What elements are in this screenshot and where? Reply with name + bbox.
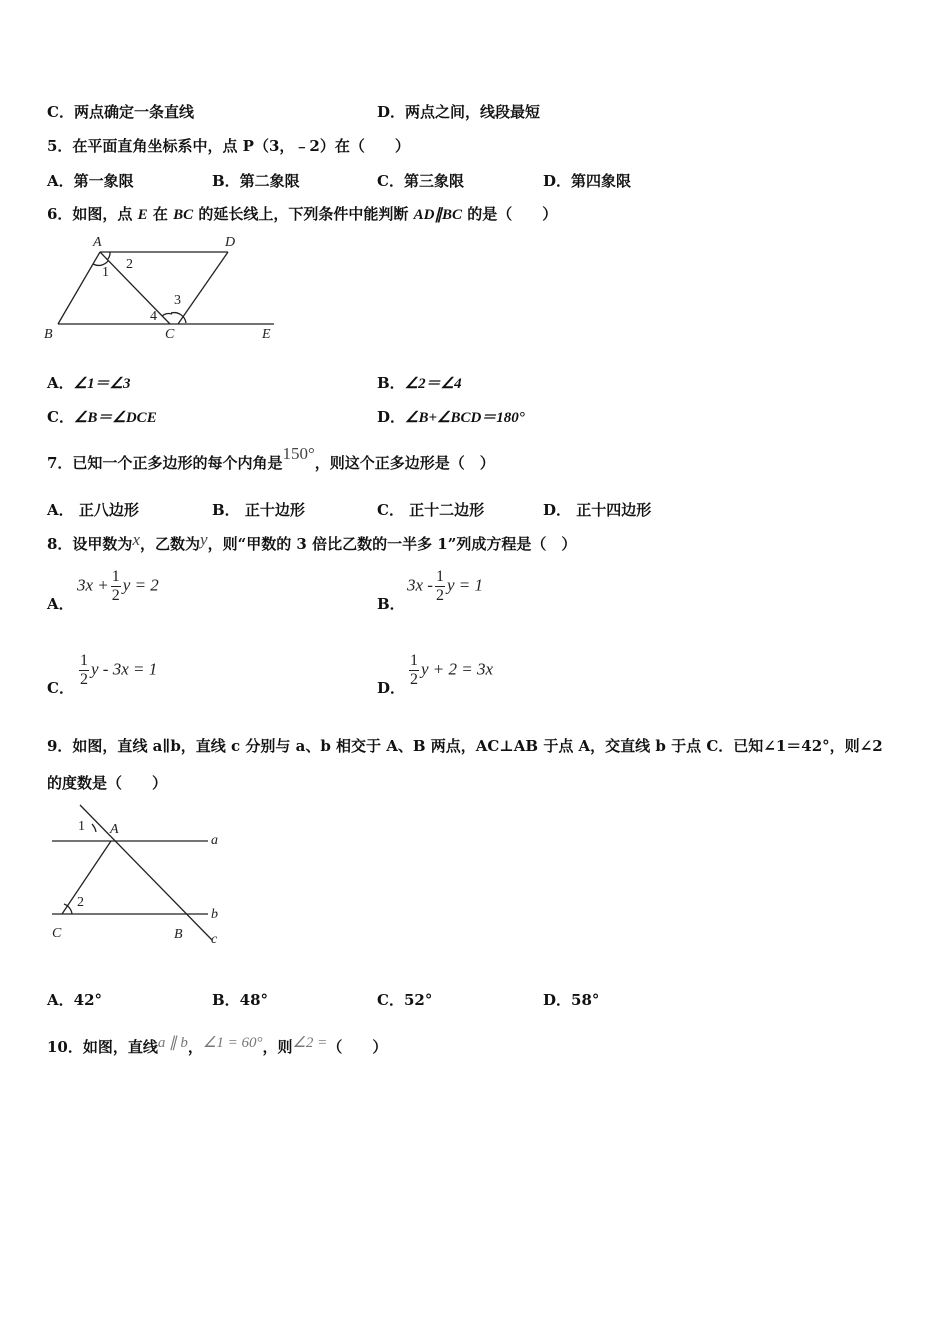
q10-stem: 10．如图，直线a ∥ b，∠1 = 60°，则∠2 =（ ） (47, 1035, 388, 1056)
q6-label-3: 3 (174, 293, 181, 308)
q4-option-c: C．两点确定一条直线 (47, 103, 194, 121)
q9-option-a: A．42° (47, 991, 103, 1009)
q7-option-d: D． 正十四边形 (543, 501, 652, 519)
q9-label-b-line: b (211, 907, 218, 922)
q6-label-d: D (225, 235, 236, 250)
q9-stem-line2: 的度数是（ ） (47, 774, 168, 792)
q8-stem: 8．设甲数为x，乙数为y，则“甲数的 3 倍比乙数的一半多 1”列成方程是（ ） (47, 530, 577, 553)
q5-option-d: D．第四象限 (543, 172, 632, 190)
q7-option-c: C． 正十二边形 (377, 501, 485, 519)
q6-label-e: E (262, 327, 271, 342)
q8-option-b-equation: 3x - $\frac{1}{2}$ y = 1 (407, 568, 483, 604)
q9-label-c-point: C (52, 926, 62, 941)
q10-parallel: a ∥ b (157, 1035, 188, 1051)
q6-figure (40, 230, 290, 350)
q6-label-2: 2 (126, 257, 133, 272)
q7-option-b: B． 正十边形 (212, 501, 305, 519)
q6-label-c: C (165, 327, 175, 342)
q9-label-2: 2 (77, 895, 84, 910)
q9-option-b: B．48° (212, 991, 269, 1009)
q6-option-b: B．∠2＝∠4 (377, 374, 462, 392)
q8-option-a-equation: 3x + $\frac{1}{2}$ y = 2 (77, 568, 159, 604)
q8-option-a-label: A． (47, 595, 74, 613)
q10-angle1: ∠1 = 60° (202, 1035, 263, 1051)
q5-option-c: C．第三象限 (377, 172, 464, 190)
q5-option-a: A．第一象限 (47, 172, 134, 190)
q6-stem: 6．如图，点 E 在 BC 的延长线上，下列条件中能判断 AD∥BC 的是（ ） (47, 205, 558, 223)
q4-option-d: D．两点之间，线段最短 (377, 103, 541, 121)
q9-option-d: D．58° (543, 991, 600, 1009)
q5-stem: 5．在平面直角坐标系中，点 P（3，﹣2）在（ ） (47, 137, 410, 155)
q7-option-a: A． 正八边形 (47, 501, 139, 519)
q8-option-c-equation: $\frac{1}{2}$ y - 3x = 1 (80, 652, 158, 688)
q8-option-d-label: D． (377, 679, 406, 697)
q6-label-4: 4 (150, 309, 157, 324)
q8-option-b-label: B． (377, 595, 405, 613)
q9-label-a-point: A (110, 822, 119, 837)
q6-label-a: A (93, 235, 102, 250)
q7-angle: 150° (282, 444, 315, 463)
q6-label-b: B (44, 327, 53, 342)
q6-label-1: 1 (102, 265, 109, 280)
q6-option-a: A．∠1＝∠3 (47, 374, 131, 392)
q9-option-c: C．52° (377, 991, 433, 1009)
q8-option-c-label: C． (47, 679, 74, 697)
q9-stem-line1: 9．如图，直线 a∥b，直线 c 分别与 a、b 相交于 A、B 两点，AC⊥AB 于点 A，交直线 b 于点 C．已知∠1＝42°，则∠2 (47, 737, 883, 755)
q5-option-b: B．第二象限 (212, 172, 300, 190)
q8-option-d-equation: $\frac{1}{2}$ y + 2 = 3x (410, 652, 494, 688)
q9-figure (40, 800, 240, 950)
q6-option-c: C．∠B＝∠DCE (47, 408, 157, 426)
q6-option-d: D．∠B+∠BCD＝180° (377, 408, 525, 426)
q10-angle2: ∠2 = (292, 1035, 328, 1051)
q9-label-1: 1 (78, 819, 85, 834)
q9-label-c-line: c (211, 932, 218, 947)
q9-label-b-point: B (174, 927, 183, 942)
q9-label-a-line: a (211, 833, 218, 848)
q7-stem: 7．已知一个正多边形的每个内角是150°，则这个正多边形是（ ） (47, 444, 495, 472)
